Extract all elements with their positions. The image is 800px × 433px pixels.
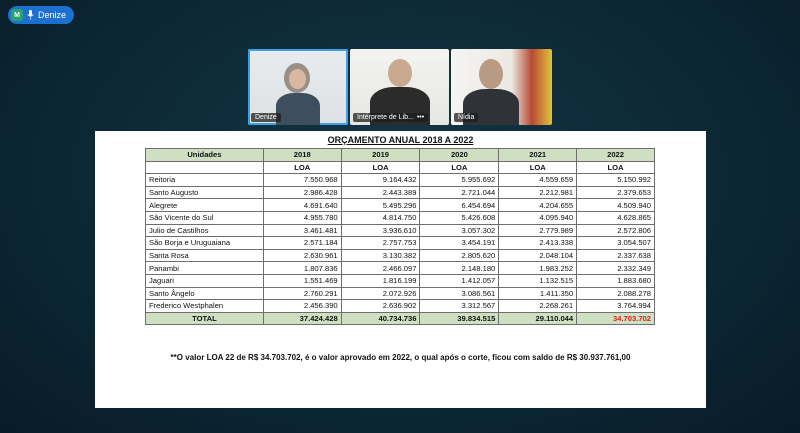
- budget-value: 1.132.515: [499, 274, 577, 287]
- microphone-icon: [26, 10, 35, 21]
- unit-name: Reitoria: [146, 174, 264, 187]
- loa-label: LOA: [577, 161, 655, 174]
- total-value: 40.734.736: [341, 312, 420, 325]
- table-row: [146, 249, 655, 262]
- loa-label: LOA: [499, 161, 577, 174]
- participant-video-tile[interactable]: [350, 49, 449, 125]
- empty-cell: [146, 161, 264, 174]
- budget-value: 3.130.382: [341, 249, 420, 262]
- budget-value: 3.054.507: [577, 237, 655, 250]
- unit-name: Jaguari: [146, 274, 264, 287]
- table-row: [146, 224, 655, 237]
- budget-value: 2.413.338: [499, 237, 577, 250]
- total-value: 29.110.044: [499, 312, 577, 325]
- budget-value: 2.986.428: [263, 186, 341, 199]
- budget-value: 2.048.104: [499, 249, 577, 262]
- budget-value: 9.164.432: [341, 174, 420, 187]
- budget-value: 3.936.610: [341, 224, 420, 237]
- budget-value: 2.212.981: [499, 186, 577, 199]
- loa-label: LOA: [263, 161, 341, 174]
- participant-face: [289, 69, 306, 89]
- budget-value: 6.454.694: [420, 199, 499, 212]
- budget-value: 7.550.968: [263, 174, 341, 187]
- total-value: 39.834.515: [420, 312, 499, 325]
- budget-value: 3.764.994: [577, 300, 655, 313]
- budget-value: 1.983.252: [499, 262, 577, 275]
- participant-body: [276, 93, 320, 125]
- active-speaker-pill[interactable]: [8, 6, 74, 24]
- budget-value: 4.095.940: [499, 211, 577, 224]
- participant-head: [388, 59, 412, 87]
- budget-value: 1.807.836: [263, 262, 341, 275]
- budget-value: 3.312.567: [420, 300, 499, 313]
- budget-value: 2.379.653: [577, 186, 655, 199]
- unit-name: Santo Ângelo: [146, 287, 264, 300]
- budget-value: 3.454.191: [420, 237, 499, 250]
- table-row: [146, 274, 655, 287]
- table-row: [146, 237, 655, 250]
- table-row: [146, 262, 655, 275]
- budget-value: 4.204.655: [499, 199, 577, 212]
- participant-name-label: [353, 113, 428, 122]
- table-subheader-row: [146, 161, 655, 174]
- unit-name: Panambi: [146, 262, 264, 275]
- column-header-year: 2019: [341, 149, 420, 162]
- participant-name: Intérprete de Lib...: [357, 114, 414, 121]
- budget-value: 2.636.902: [341, 300, 420, 313]
- participant-video-tile[interactable]: [451, 49, 552, 125]
- column-header-year: 2022: [577, 149, 655, 162]
- table-total-row: [146, 312, 655, 325]
- participant-name: Nídia: [458, 114, 475, 121]
- budget-value: 2.630.961: [263, 249, 341, 262]
- table-row: [146, 186, 655, 199]
- budget-value: 4.628.865: [577, 211, 655, 224]
- budget-value: 3.086.561: [420, 287, 499, 300]
- budget-value: 5.150.992: [577, 174, 655, 187]
- budget-value: 2.721.044: [420, 186, 499, 199]
- column-header-units: Unidades: [146, 149, 264, 162]
- participant-name-label: [251, 113, 281, 122]
- budget-value: 2.757.753: [341, 237, 420, 250]
- budget-value: 1.883.680: [577, 274, 655, 287]
- unit-name: Julio de Castilhos: [146, 224, 264, 237]
- budget-value: 5.495.296: [341, 199, 420, 212]
- budget-value: 2.148.180: [420, 262, 499, 275]
- participant-head: [479, 59, 503, 89]
- budget-value: 2.456.390: [263, 300, 341, 313]
- document-title: ORÇAMENTO ANUAL 2018 A 2022: [327, 135, 474, 145]
- total-value: 37.424.428: [263, 312, 341, 325]
- budget-value: 4.691.640: [263, 199, 341, 212]
- participant-name-label: [454, 113, 478, 122]
- speaker-name: Denize: [38, 10, 67, 20]
- column-header-year: 2020: [420, 149, 499, 162]
- budget-value: 5.426.608: [420, 211, 499, 224]
- budget-value: 5.955.692: [420, 174, 499, 187]
- footnote: **O valor LOA 22 de R$ 34.703.702, é o valor aprovado em 2022, o qual após o corte, ficou com saldo de R$ 30.937.761,00: [170, 353, 631, 362]
- budget-value: 3.461.481: [263, 224, 341, 237]
- shared-screen-document: [95, 131, 706, 408]
- budget-value: 4.559.659: [499, 174, 577, 187]
- budget-value: 2.805.620: [420, 249, 499, 262]
- budget-value: 2.571.184: [263, 237, 341, 250]
- budget-value: 1.551.469: [263, 274, 341, 287]
- budget-value: 1.412.057: [420, 274, 499, 287]
- table-row: [146, 300, 655, 313]
- participant-name: Denize: [255, 114, 277, 121]
- table-row: [146, 211, 655, 224]
- budget-value: 2.088.278: [577, 287, 655, 300]
- budget-value: 2.332.349: [577, 262, 655, 275]
- budget-value: 2.337.638: [577, 249, 655, 262]
- loa-label: LOA: [341, 161, 420, 174]
- participant-video-tile[interactable]: [248, 49, 348, 125]
- budget-value: 3.057.302: [420, 224, 499, 237]
- budget-value: 2.572.806: [577, 224, 655, 237]
- unit-name: Santo Augusto: [146, 186, 264, 199]
- table-row: [146, 199, 655, 212]
- budget-value: 1.816.199: [341, 274, 420, 287]
- budget-value: 2.760.291: [263, 287, 341, 300]
- budget-table: [145, 148, 655, 325]
- unit-name: São Vicente do Sul: [146, 211, 264, 224]
- column-header-year: 2021: [499, 149, 577, 162]
- table-row: [146, 287, 655, 300]
- budget-value: 2.072.926: [341, 287, 420, 300]
- budget-value: 2.466.097: [341, 262, 420, 275]
- budget-value: 4.509.940: [577, 199, 655, 212]
- more-options-icon[interactable]: •••: [416, 114, 425, 121]
- unit-name: Alegrete: [146, 199, 264, 212]
- table-header-row: [146, 149, 655, 162]
- budget-value: 2.268.261: [499, 300, 577, 313]
- total-label: TOTAL: [146, 312, 264, 325]
- budget-value: 2.779.989: [499, 224, 577, 237]
- total-value-highlighted: 34.703.702: [577, 312, 655, 325]
- unit-name: Santa Rosa: [146, 249, 264, 262]
- budget-value: 1.411.350: [499, 287, 577, 300]
- unit-name: Frederico Westphalen: [146, 300, 264, 313]
- column-header-year: 2018: [263, 149, 341, 162]
- budget-value: 2.443.389: [341, 186, 420, 199]
- app-badge-icon: M: [11, 9, 23, 21]
- budget-value: 4.814.750: [341, 211, 420, 224]
- unit-name: São Borja e Uruguaiana: [146, 237, 264, 250]
- participant-strip: [248, 49, 552, 125]
- table-row: [146, 174, 655, 187]
- loa-label: LOA: [420, 161, 499, 174]
- budget-value: 4.955.780: [263, 211, 341, 224]
